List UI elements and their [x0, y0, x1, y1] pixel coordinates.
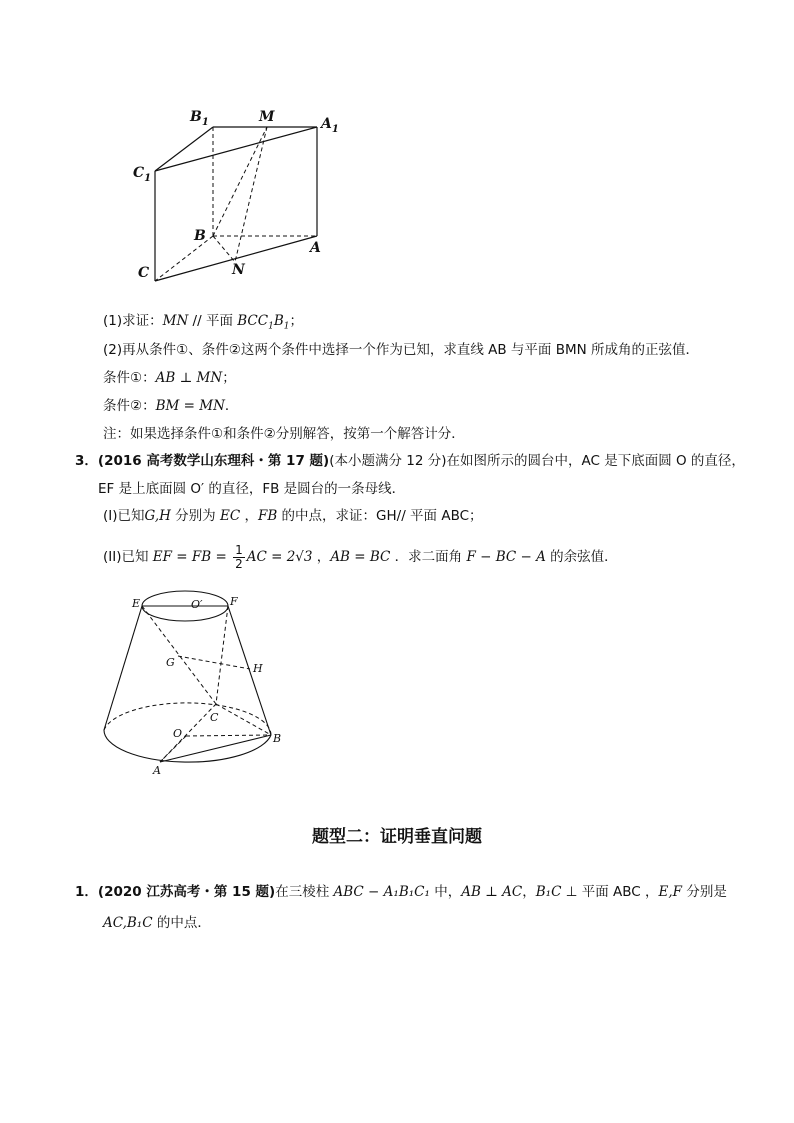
label-a1: $A_1$	[321, 116, 339, 135]
segment-o-b	[186, 735, 271, 736]
p3-intro: 3．(2016 高考数学山东理科・第 17 题)(本小题满分 12 分)在如图所示的圆台中，AC 是下底面圆 O 的直径，	[75, 453, 745, 469]
label-c: C	[210, 711, 219, 724]
label-g: G	[166, 656, 175, 669]
label-b: B	[194, 228, 206, 244]
label-a: A	[153, 764, 161, 777]
label-c1: $C_1$	[133, 165, 152, 184]
p2-condition-2: 条件②：BM = MN．	[103, 398, 239, 414]
p2-question-1: (1)求证：MN // 平面 $BCC_1B_1$；	[103, 313, 303, 332]
label-h: H	[253, 662, 263, 675]
edge-c1-a1	[155, 127, 317, 171]
label-a: A	[310, 240, 321, 256]
fraction-one-half: $\frac{1}{2}$	[235, 542, 243, 571]
s2-p1-intro: 1．(2020 江苏高考・第 15 题)在三棱柱 ABC − A₁B₁C₁ 中，AB ⊥ AC，B₁C ⊥ 平面 ABC ，E,F 分别是	[75, 884, 727, 900]
label-f: F	[230, 595, 238, 608]
p2-condition-1: 条件①：AB ⊥ MN；	[103, 370, 236, 386]
label-o: O	[173, 727, 183, 740]
prism-figure	[0, 0, 794, 300]
side-left	[104, 606, 142, 730]
p2-note: 注：如果选择条件①和条件②分别解答，按第一个解答计分．	[103, 426, 465, 442]
label-c: C	[138, 265, 150, 281]
segment-f-c	[216, 606, 228, 704]
label-n: N	[232, 262, 245, 278]
segment-m-n	[235, 127, 267, 262]
p2-question-2: (2)再从条件①、条件②这两个条件中选择一个作为已知，求直线 AB 与平面 BMN 所成角的正弦值．	[103, 342, 699, 358]
p3-question-1: (I)已知G,H 分别为 EC ，FB 的中点，求证：GH// 平面 ABC；	[103, 508, 483, 524]
s2-p1-line-2: AC,B₁C 的中点．	[103, 915, 211, 931]
label-e: E	[132, 597, 141, 610]
segment-g-h	[178, 656, 250, 669]
p3-question-2: (II)已知 EF = FB = $\frac{1}{2}$ AC = 2√3 ，AB = BC ．求二面角 F − BC − A 的余弦值．	[103, 542, 618, 571]
edge-c1-b1	[155, 127, 213, 171]
label-b1: $B_1$	[190, 109, 209, 128]
side-right	[228, 606, 271, 735]
bottom-back-arc	[104, 703, 271, 735]
label-o-prime: O′	[191, 598, 203, 611]
p3-line-2: EF 是上底面圆 O′ 的直径，FB 是圆台的一条母线．	[98, 481, 406, 497]
section-title: 题型二：证明垂直问题	[312, 827, 482, 847]
label-b: B	[273, 732, 282, 745]
label-m: M	[259, 109, 275, 125]
frustum-figure	[0, 590, 794, 790]
segment-b-n	[213, 236, 235, 262]
